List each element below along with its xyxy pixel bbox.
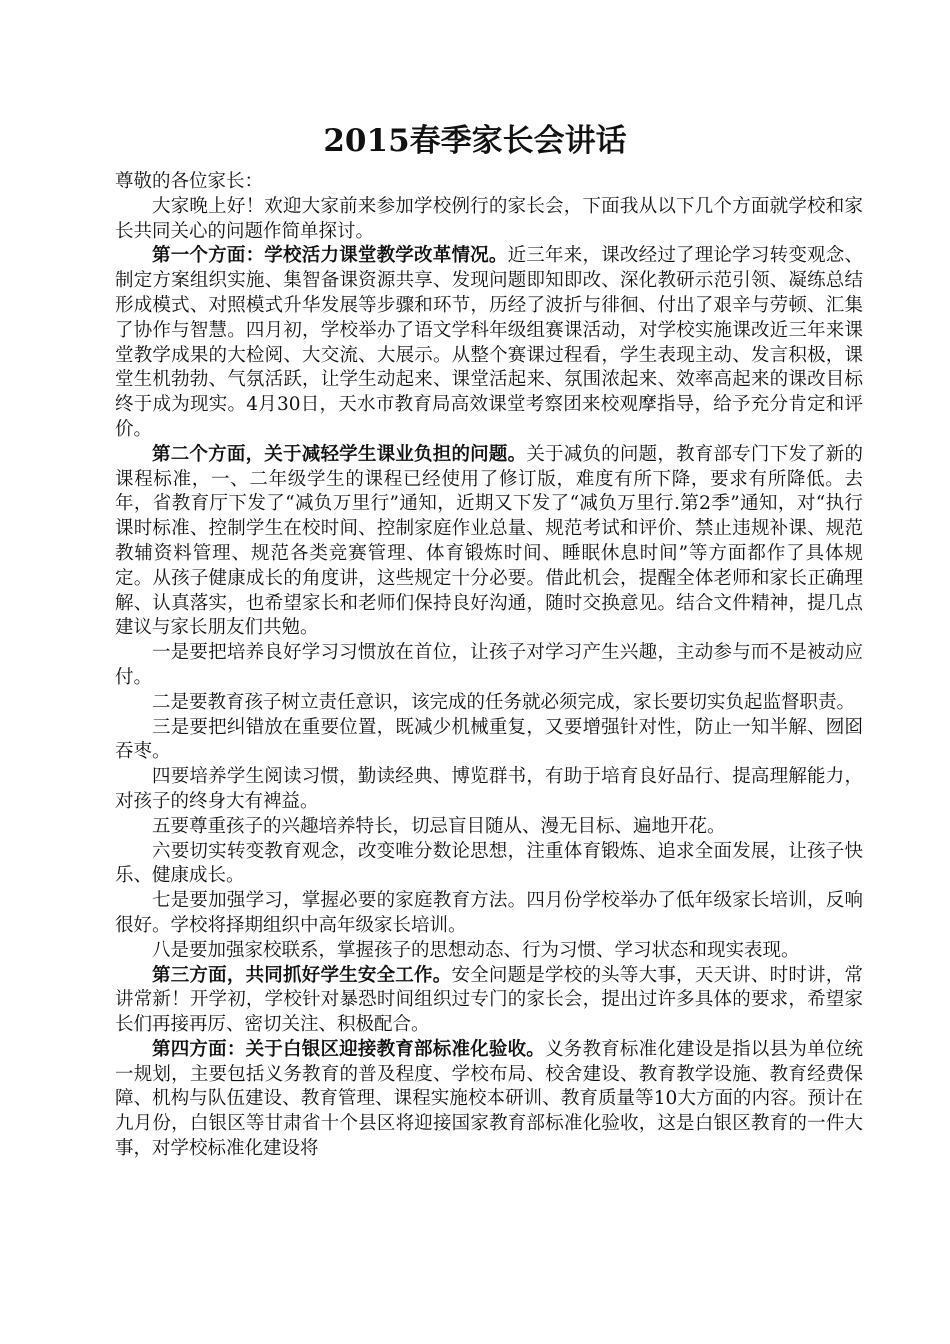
paragraph-text: 关于减负的问题，教育部专门下发了新的课程标准，一、二年级学生的课程已经使用了修订版，难度有所下降，要求有所降低。去年，省教育厅下发了“减负万里行”通知，近期又下发了“减负万里行.第2季”通知，对“执行课时标准、控制学生在校时间、控制家庭作业总量、规范考试和评价、禁止违规补课、规范教辅资料管理、规范各类竞赛管理、体育锻炼时间、睡眠休息时间”等方面都作了具体规定。从孩子健康成长的角度讲，这些规定十分必要。借此机会，提醒全体老师和家长正确理解、认真落实，也希望家长和老师们保持良好沟通，随时交换意见。结合文件精神，提几点建议与家长朋友们共勉。 bbox=[115, 443, 863, 639]
paragraph-text: 近三年来，课改经过了理论学习转变观念、制定方案组织实施、集智备课资源共享、发现问题即知即改、深化教研示范引领、凝练总结形成模式、对照模式升华发展等步骤和环节，历经了波折与徘徊、付出了艰辛与劳顿、汇集了协作与智慧。四月初，学校举办了语文学科年级组赛课活动，对学校实施课改近三年来课堂教学成果的大检阅、大交流、大展示。从整个赛课过程看，学生表现主动、发言积极，课堂生机勃勃、气氛活跃，让学生动起来、课堂活起来、氛围浓起来、效率高起来的课改目标终于成为现实。4月30日，天水市教育局高效课堂考察团来校观摩指导，给予充分肯定和评价。 bbox=[115, 245, 863, 440]
paragraph-suggestion-2 bbox=[115, 691, 863, 716]
paragraph-suggestion-3 bbox=[115, 716, 863, 766]
salutation: 尊敬的各位家长： bbox=[115, 171, 264, 192]
paragraph-suggestion-1 bbox=[115, 641, 863, 691]
section-heading: 第四方面：关于白银区迎接教育部标准化验收。 bbox=[152, 1038, 546, 1060]
section-heading: 第二个方面，关于减轻学生课业负担的问题。 bbox=[152, 443, 527, 465]
paragraph-suggestion-8 bbox=[115, 939, 863, 964]
paragraph-text: 二是要教育孩子树立责任意识，该完成的任务就必须完成，家长要切实负起监督职责。 bbox=[152, 691, 856, 713]
paragraph-text: 三是要把纠错放在重要位置，既减少机械重复，又要增强针对性，防止一知半解、囫囵吞枣。 bbox=[115, 716, 863, 763]
paragraph-text: 义务教育标准化建设是指以县为单位统一规划，主要包括义务教育的普及程度、学校布局、校舍建设、教育教学设施、教育经费保障、机构与队伍建设、教育管理、课程实施校本研训、教育质量等10大方面的内容。预计在九月份，白银区等甘肃省十个县区将迎接国家教育部标准化验收，这是白银区教育的一件大事，对学校标准化建设将 bbox=[115, 1038, 863, 1160]
paragraph-text: 一是要把培养良好学习习惯放在首位，让孩子对学习产生兴趣，主动参与而不是被动应付。 bbox=[115, 642, 863, 688]
paragraph-suggestion-6 bbox=[115, 840, 863, 890]
paragraph-suggestion-7 bbox=[115, 889, 863, 939]
paragraph-section-4 bbox=[115, 1038, 863, 1162]
paragraph-text: 安全问题是学校的头等大事，天天讲、时时讲，常讲常新！开学初，学校针对暴恐时间组织过专门的家长会，提出过许多具体的要求，希望家长们再接再厉、密切关注、积极配合。 bbox=[115, 964, 863, 1036]
section-heading: 第三方面，共同抓好学生安全工作。 bbox=[152, 964, 452, 986]
paragraph-suggestion-5 bbox=[115, 815, 863, 840]
paragraph-greeting bbox=[115, 195, 863, 245]
document-title: 2015春季家长会讲话 bbox=[323, 122, 627, 159]
document-body bbox=[115, 170, 863, 1162]
paragraph-text: 六要切实转变教育观念，改变唯分数论思想，注重体育锻炼、追求全面发展，让孩子快乐、健康成长。 bbox=[115, 840, 863, 887]
paragraph-section-3 bbox=[115, 964, 863, 1038]
paragraph-suggestion-4 bbox=[115, 765, 863, 815]
paragraph-section-2 bbox=[115, 443, 863, 641]
paragraph-text: 八是要加强家校联系，掌握孩子的思想动态、行为习惯、学习状态和现实表现。 bbox=[152, 939, 800, 961]
section-heading: 第一个方面：学校活力课堂教学改革情况。 bbox=[152, 245, 508, 267]
paragraph-text: 七是要加强学习，掌握必要的家庭教育方法。四月份学校举办了低年级家长培训，反响很好。学校将择期组织中高年级家长培训。 bbox=[115, 890, 863, 936]
paragraph-text: 大家晚上好！欢迎大家前来参加学校例行的家长会，下面我从以下几个方面就学校和家长共同关心的问题作简单探讨。 bbox=[115, 195, 863, 242]
paragraph-text: 四要培养学生阅读习惯，勤读经典、博览群书，有助于培育良好品行、提高理解能力，对孩子的终身大有裨益。 bbox=[115, 766, 863, 812]
paragraph-section-1 bbox=[115, 244, 863, 442]
paragraph-text: 五要尊重孩子的兴趣培养特长，切忌盲目随从、漫无目标、遍地开花。 bbox=[152, 815, 726, 837]
